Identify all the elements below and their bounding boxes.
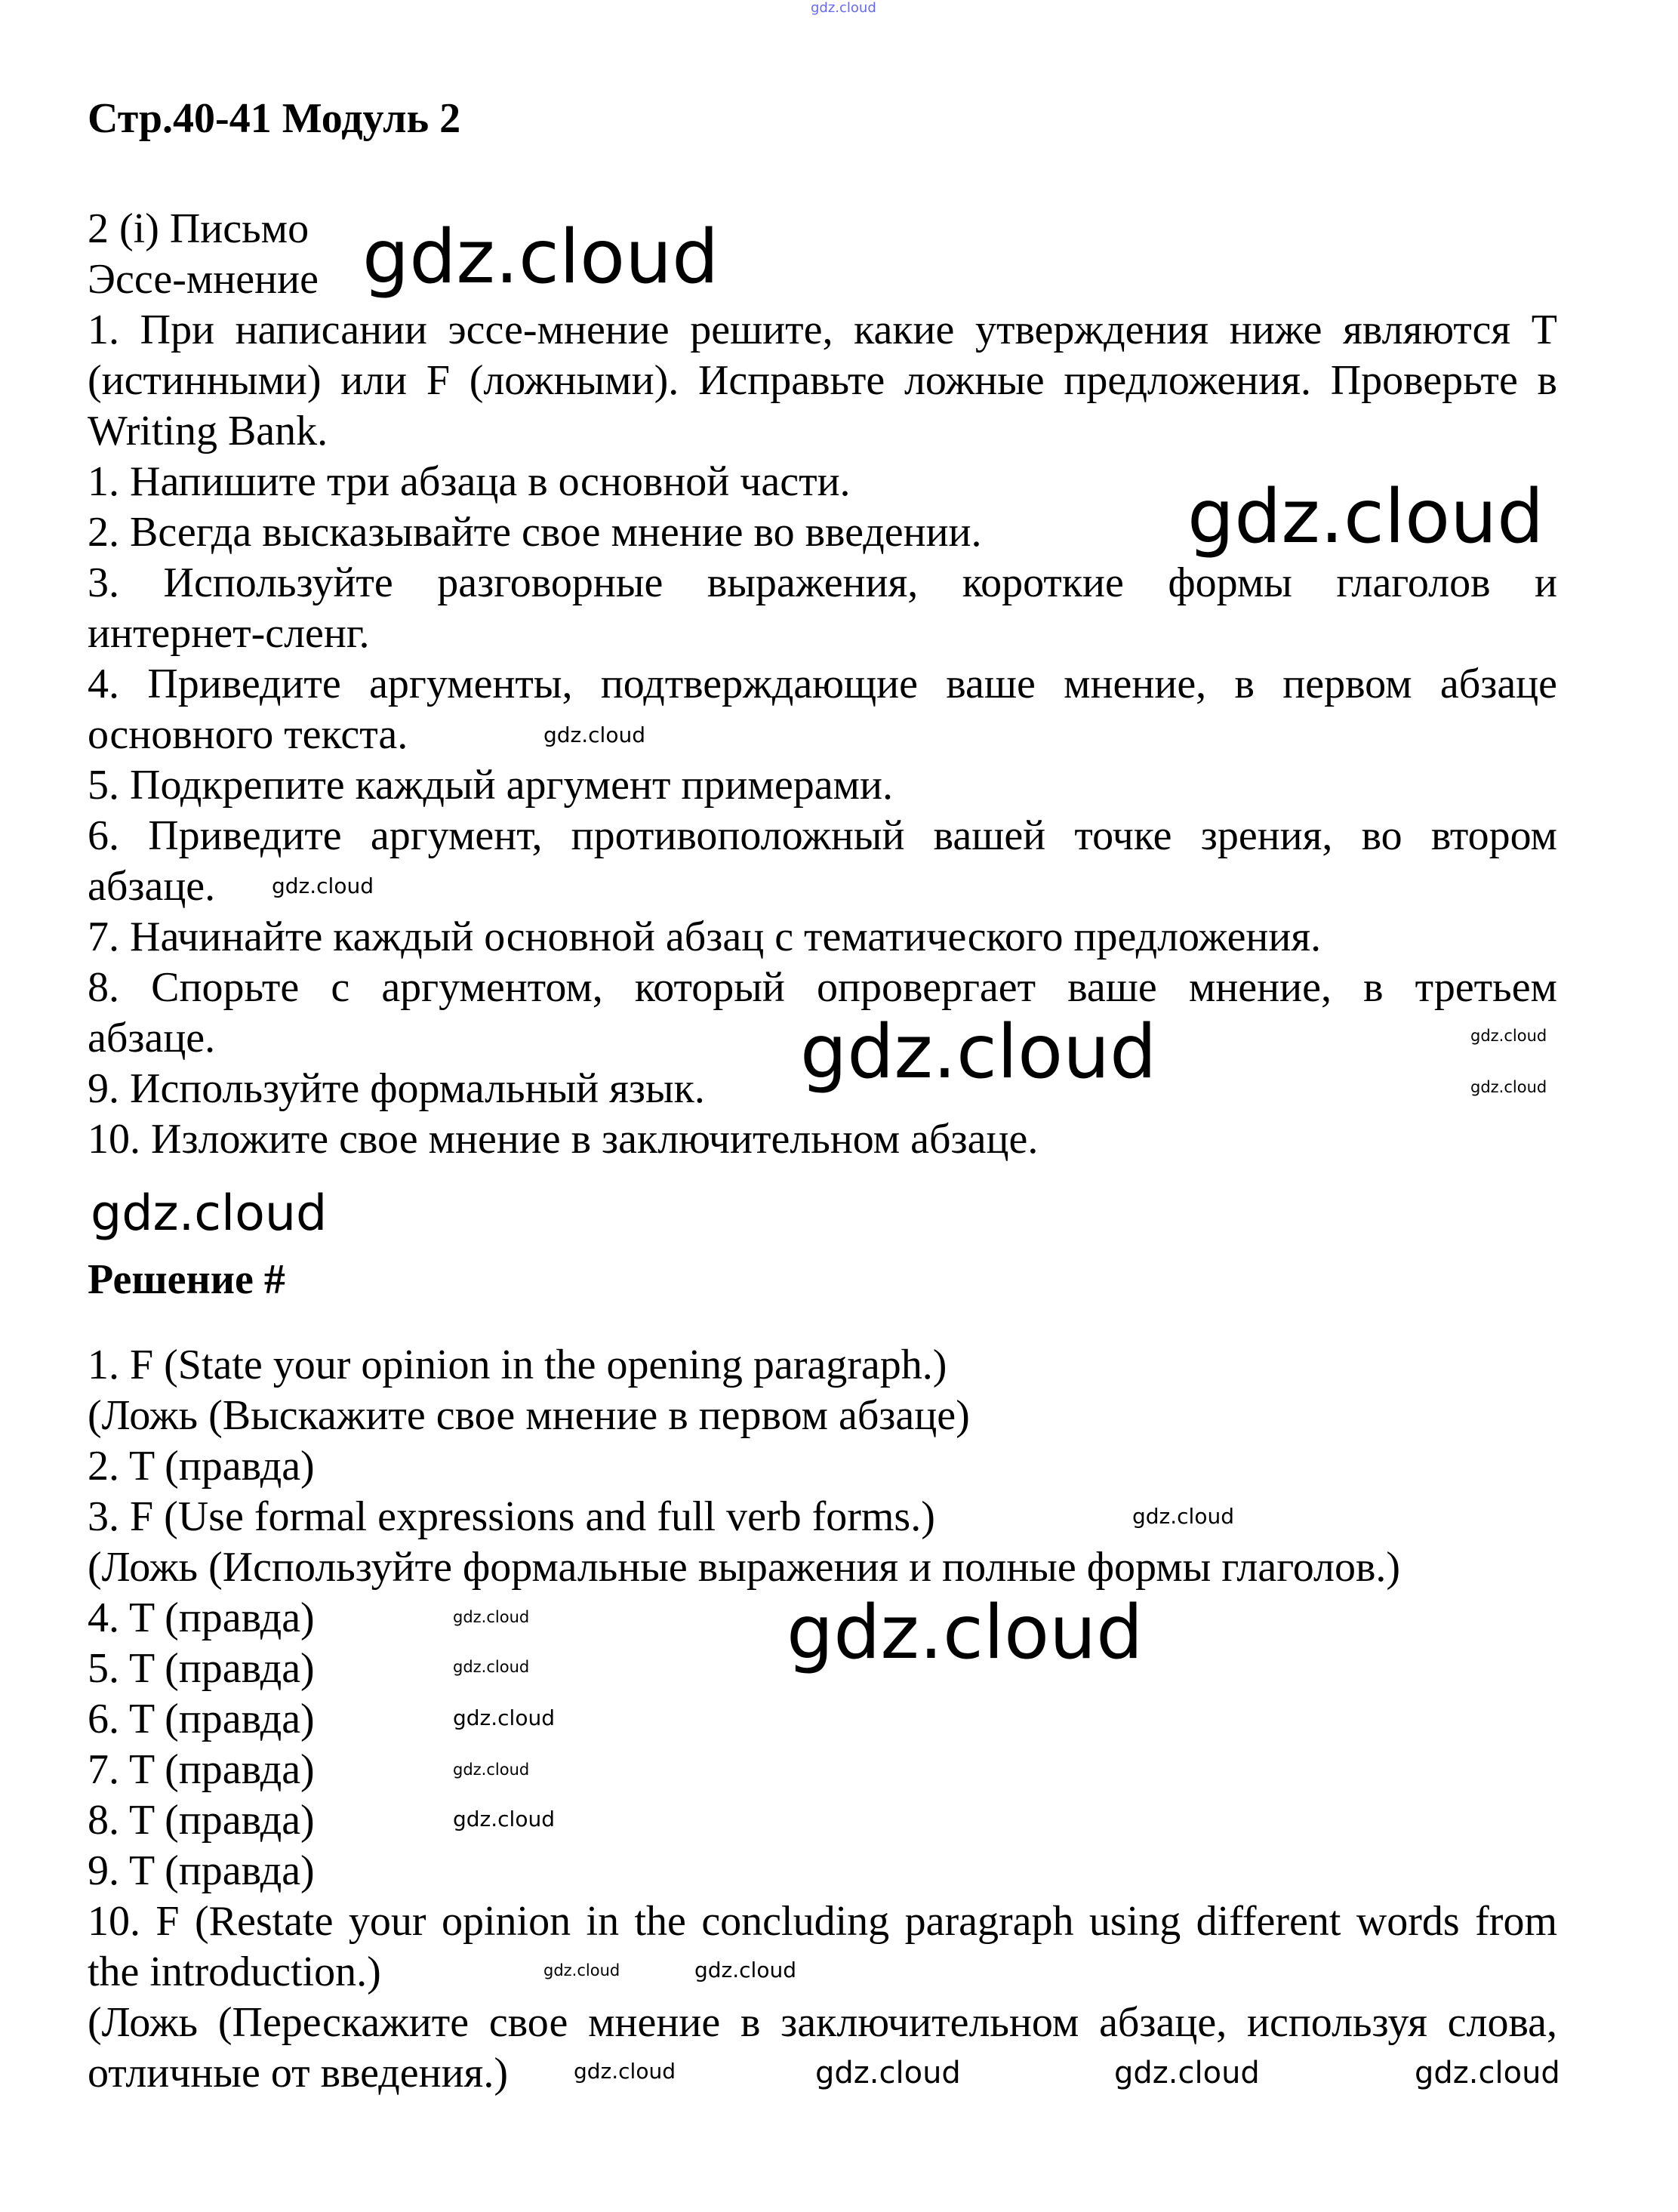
task-instruction-line: Writing Bank. <box>88 408 328 454</box>
statement-item: 3. Используйте разговорные выражения, короткие формы глаголов и <box>88 559 1557 606</box>
statement-item-cont: абзаце. <box>88 863 216 910</box>
watermark: gdz.cloud <box>811 0 876 16</box>
statement-item: 5. Подкрепите каждый аргумент примерами. <box>88 762 893 809</box>
statement-item: 8. Спорьте с аргументом, который опровергает ваше мнение, в третьем <box>88 964 1557 1011</box>
watermark: gdz.cloud <box>1114 2056 1260 2090</box>
statement-item: 7. Начинайте каждый основной абзац с тематического предложения. <box>88 913 1322 960</box>
watermark: gdz.cloud <box>1187 474 1544 560</box>
watermark: gdz.cloud <box>787 1590 1144 1676</box>
answer-line: 3. F (Use formal expressions and full verb forms.) <box>88 1493 935 1540</box>
watermark: gdz.cloud <box>1132 1504 1234 1529</box>
answer-line: 5. T (правда) <box>88 1645 315 1692</box>
page-title: Стр.40-41 Модуль 2 <box>88 95 461 142</box>
statement-item: 2. Всегда высказывайте свое мнение во введении. <box>88 509 982 556</box>
watermark: gdz.cloud <box>453 1608 530 1626</box>
watermark: gdz.cloud <box>815 2056 961 2090</box>
watermark: gdz.cloud <box>272 873 374 898</box>
watermark: gdz.cloud <box>543 722 645 747</box>
answer-line: 7. T (правда) <box>88 1746 315 1793</box>
statement-item: 10. Изложите свое мнение в заключительном абзаце. <box>88 1116 1039 1163</box>
answer-line: 9. T (правда) <box>88 1847 315 1894</box>
answer-line: the introduction.) <box>88 1949 381 1995</box>
statement-item-cont: абзаце. <box>88 1015 216 1061</box>
task-instruction-line: 1. При написании эссе-мнение решите, какие утверждения ниже являются Т <box>88 307 1557 353</box>
watermark: gdz.cloud <box>453 1658 530 1676</box>
watermark: gdz.cloud <box>453 1807 555 1832</box>
statement-item: 1. Напишите три абзаца в основной части. <box>88 458 851 505</box>
section-heading: 2 (i) Письмо <box>88 205 309 252</box>
watermark: gdz.cloud <box>800 1009 1157 1095</box>
answer-line: 1. F (State your opinion in the opening paragraph.) <box>88 1342 947 1388</box>
answer-line: 2. T (правда) <box>88 1443 315 1490</box>
watermark: gdz.cloud <box>1470 1027 1547 1045</box>
task-instruction-line: (истинными) или F (ложными). Исправьте ложные предложения. Проверьте в <box>88 357 1557 404</box>
watermark: gdz.cloud <box>694 1958 796 1982</box>
watermark: gdz.cloud <box>1470 1078 1547 1096</box>
statement-item-cont: интернет-сленг. <box>88 610 370 657</box>
answer-line: 4. T (правда) <box>88 1594 315 1641</box>
solution-text <box>88 1340 1557 2099</box>
answer-line: 10. F (Restate your opinion in the concluding paragraph using different words from <box>88 1898 1557 1945</box>
statement-item: 9. Используйте формальный язык. <box>88 1065 705 1112</box>
answer-line: (Ложь (Используйте формальные выражения и полные формы глаголов.) <box>88 1544 1401 1591</box>
statement-item: 4. Приведите аргументы, подтверждающие ваше мнение, в первом абзаце <box>88 661 1557 707</box>
answer-line: 6. T (правда) <box>88 1696 315 1742</box>
watermark: gdz.cloud <box>453 1705 555 1730</box>
solution-heading: Решение # <box>88 1256 285 1303</box>
watermark: gdz.cloud <box>453 1761 530 1779</box>
answer-line: (Ложь (Выскажите свое мнение в первом абзаце) <box>88 1392 970 1439</box>
section-subheading: Эссе-мнение <box>88 256 319 303</box>
statement-item-cont: основного текста. <box>88 711 408 758</box>
statement-item: 6. Приведите аргумент, противоположный вашей точке зрения, во втором <box>88 812 1557 859</box>
answer-line: 8. T (правда) <box>88 1797 315 1844</box>
watermark: gdz.cloud <box>91 1185 328 1242</box>
watermark: gdz.cloud <box>574 2059 676 2084</box>
answer-line: отличные от введения.) <box>88 2050 508 2096</box>
watermark: gdz.cloud <box>543 1961 620 1979</box>
answer-line: (Ложь (Перескажите свое мнение в заключительном абзаце, используя слова, <box>88 1999 1557 2046</box>
watermark: gdz.cloud <box>362 214 719 300</box>
watermark: gdz.cloud <box>1415 2056 1560 2090</box>
